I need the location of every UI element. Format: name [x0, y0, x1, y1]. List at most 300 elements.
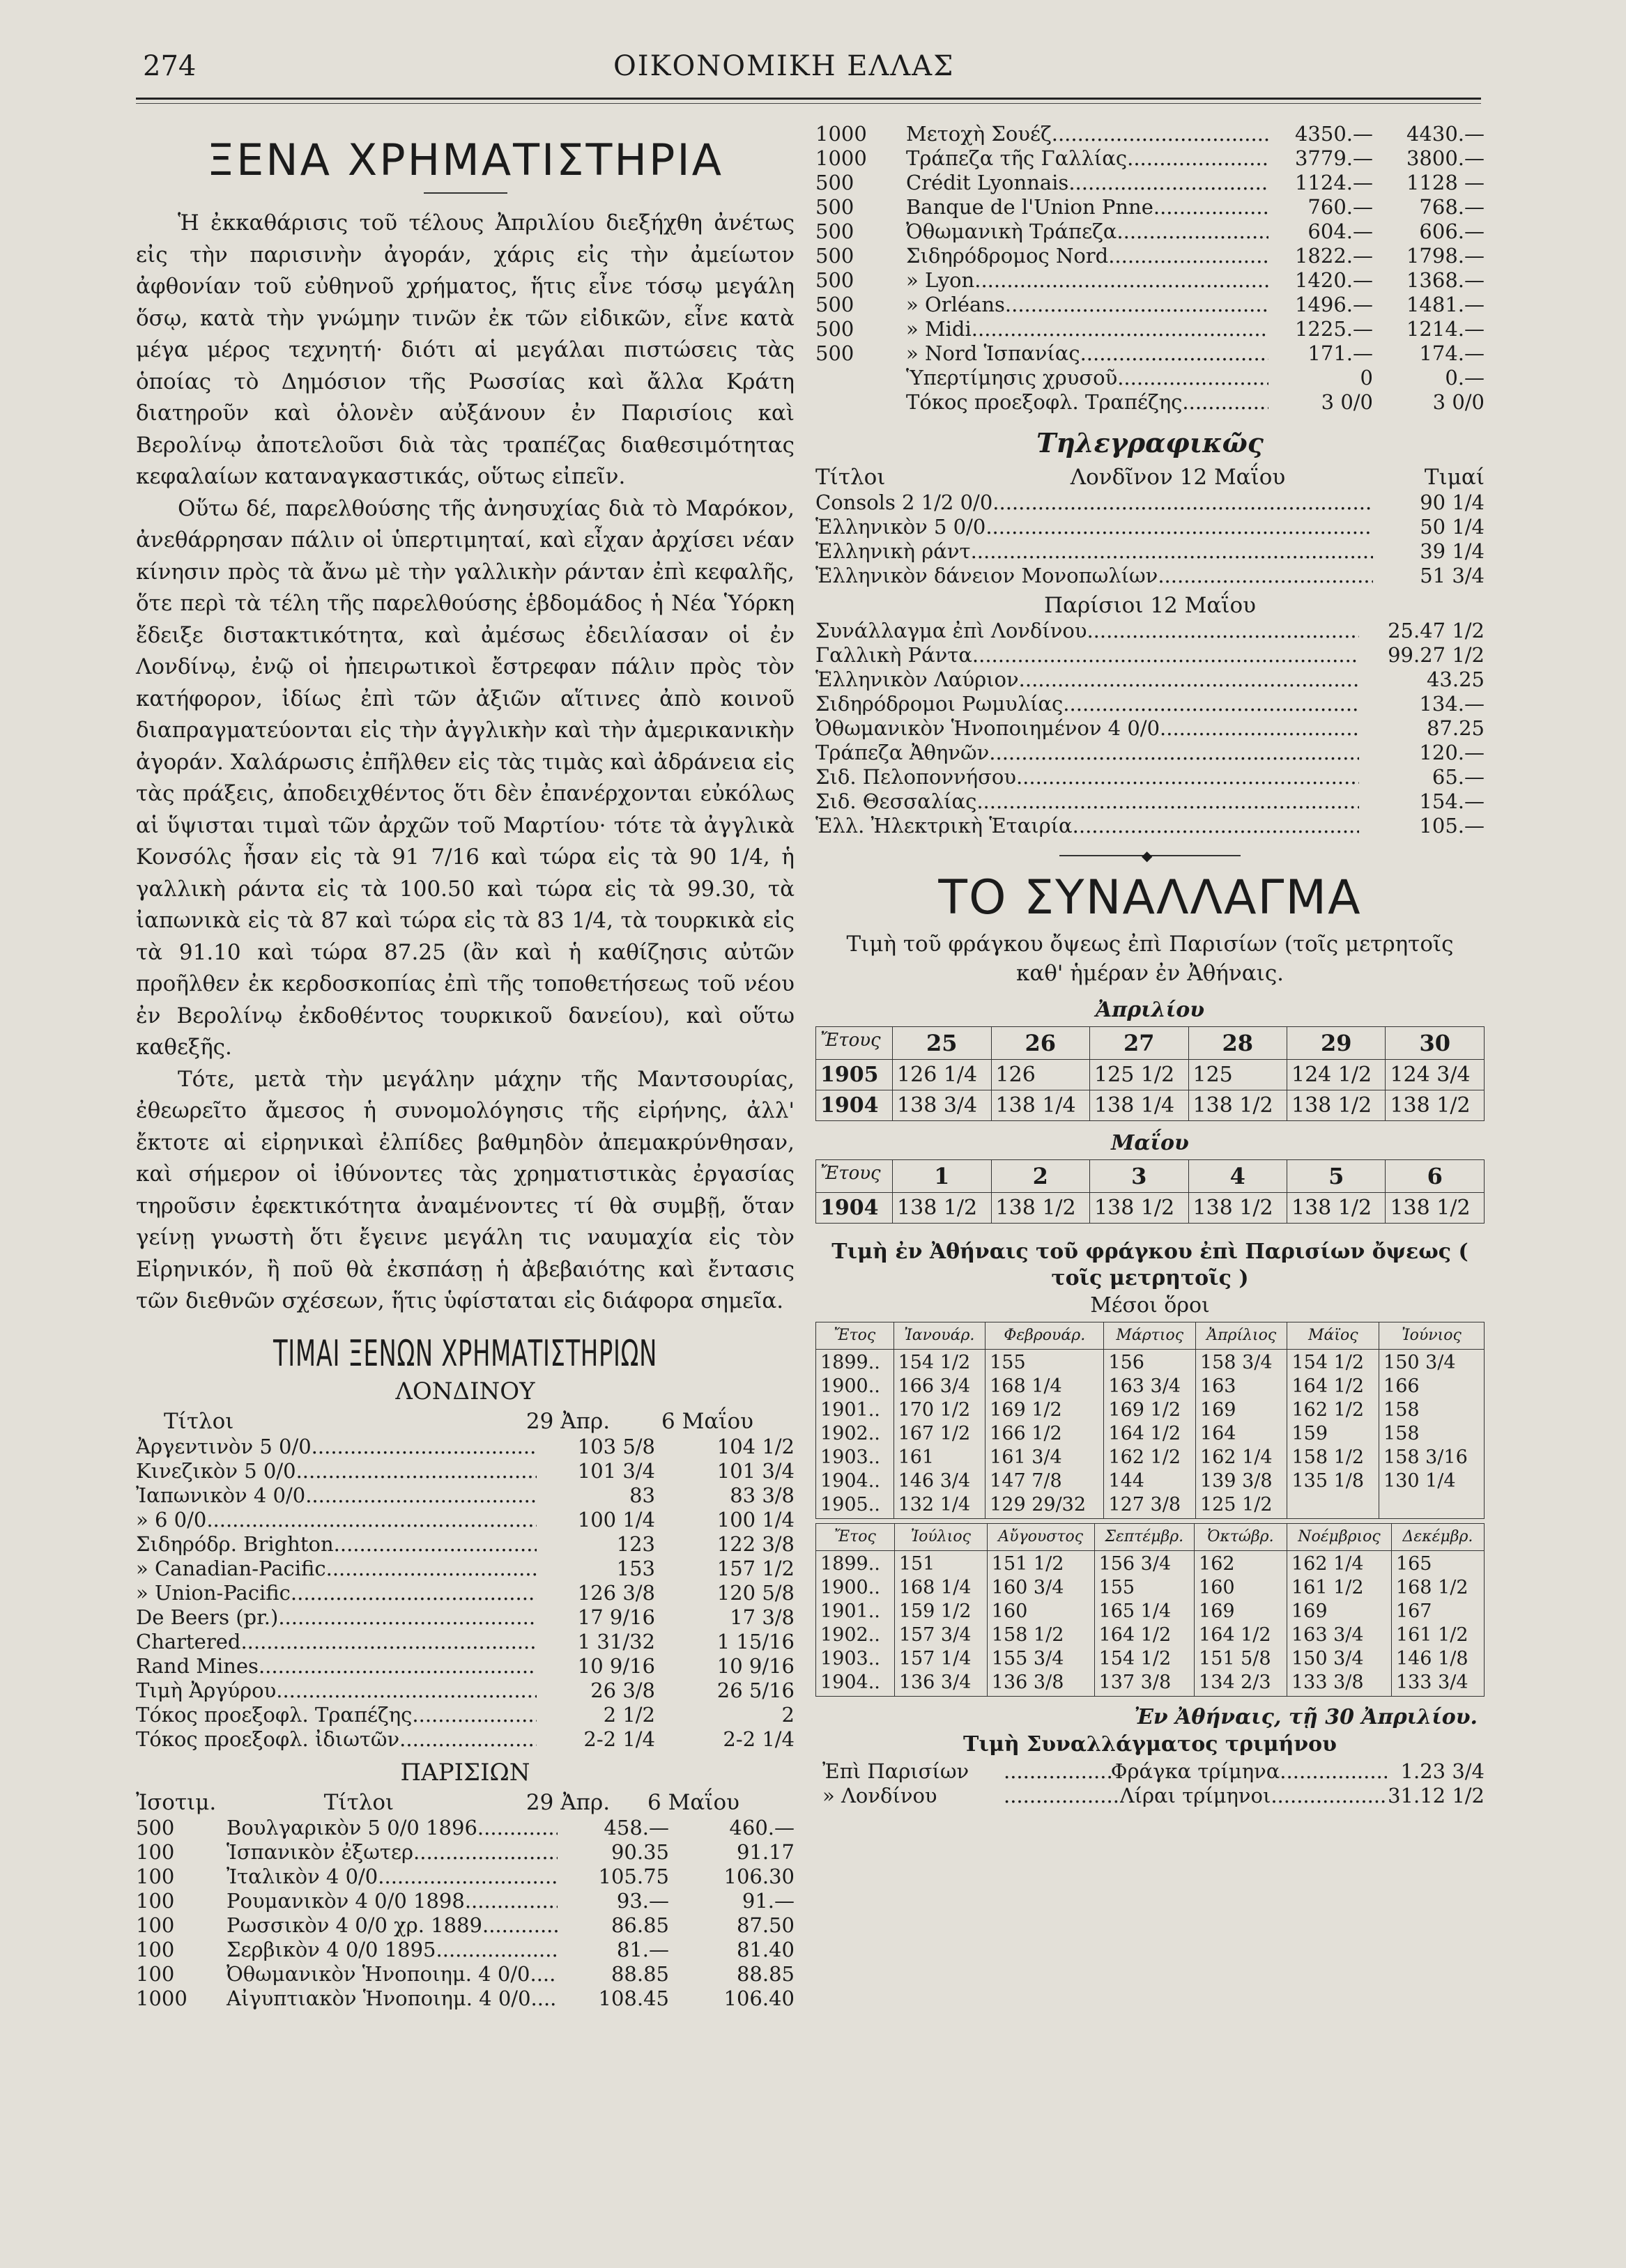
- value-cell: 166 3/4: [898, 1375, 971, 1397]
- value-cell: 161 1/2: [1395, 1624, 1468, 1646]
- leader-dots: [1117, 366, 1268, 390]
- cell-label: Μετοχὴ Σουέζ: [906, 122, 1052, 146]
- value-cell: 138 1/2: [991, 1193, 1089, 1224]
- month-header: Φεβρουάρ.: [985, 1322, 1104, 1350]
- col-prices: Τιμαί: [1424, 465, 1485, 490]
- value-cell: 163: [1199, 1375, 1236, 1397]
- value-cell: 158: [1383, 1423, 1420, 1444]
- month-column: [1195, 1350, 1287, 1519]
- telegraphic-paris-table: [815, 619, 1485, 838]
- value-cell: 169: [1199, 1399, 1236, 1421]
- leader-dots: [1127, 146, 1268, 171]
- paris-table: [136, 1816, 795, 2011]
- cell-value: 26 3/8: [590, 1678, 655, 1702]
- cell-label: Τιμὴ Ἀργύρου: [136, 1678, 277, 1702]
- cell-label: Σιδηρόδρομοι Ρωμυλίας: [815, 692, 1064, 716]
- cell-value: 17 3/8: [730, 1605, 795, 1629]
- value-cell: 167 1/2: [898, 1423, 971, 1444]
- value-cell: 169: [1291, 1600, 1328, 1622]
- value-cell: 129 29/32: [990, 1494, 1087, 1515]
- leader-dots: [976, 789, 1359, 814]
- year-cell: 1899..: [820, 1553, 880, 1575]
- month-header: Αὔγουστος: [987, 1524, 1094, 1551]
- cell-value: 91.—: [742, 1888, 795, 1913]
- paragraph: Ἡ ἐκκαθάρισις τοῦ τέλους Ἀπριλίου διεξήχθη ἀνέτως εἰς τὴν παρισινὴν ἀγοράν, χάρις εἰς τὴν ἀμείωτον ἀφθονίαν τοῦ εὐθηνοῦ χρήματος, ἥτις εἶνε τόσῳ μεγάλη ὅσῳ, κατὰ τὴν γνώμην τινῶν ἐκ τῶν εἰδικῶν, εἶνε κατὰ μέγα μέρος τεχνητή· διότι αἱ μεγάλαι πιστώσεις τὰς ὁποίας τὸ Δημόσιον τῆς Ρωσσίας καὶ ἄλλα Κράτη διατηροῦν καὶ ὁλονὲν αὐξάνουν ἐν Παρισίοις καὶ Βερολίνῳ ἀποτελοῦσι διὰ τὰς τραπέζας διαθεσιμότητας κεφαλαίων καταναγκαστικάς, οὕτως εἰπεῖν.: [136, 210, 795, 489]
- cell-nominal: 500: [815, 293, 854, 316]
- year-cell: 1902..: [820, 1423, 880, 1444]
- value-cell: 125 1/2: [1090, 1060, 1188, 1090]
- value-cell: 157 3/4: [898, 1624, 972, 1646]
- cell-value: 2: [781, 1702, 795, 1727]
- day-header: 4: [1188, 1160, 1287, 1193]
- year-cell: 1900..: [820, 1577, 880, 1598]
- value-cell: 144: [1108, 1470, 1144, 1492]
- cell-label: Ἱσπανικὸν ἐξωτερ.: [227, 1839, 420, 1864]
- day-header: 26: [991, 1027, 1089, 1060]
- cell-value: 3 0/0: [1321, 390, 1373, 414]
- value-cell: 138 1/4: [991, 1090, 1089, 1121]
- cell-value: 1798.—: [1406, 244, 1485, 268]
- cell-unit: Λίραι τρίμηνοι: [1119, 1784, 1271, 1807]
- cell-value: 458.—: [604, 1815, 669, 1839]
- col-date-a: 29 Ἀπρ.: [526, 1408, 611, 1434]
- day-header: 28: [1188, 1027, 1287, 1060]
- value-cell: 169 1/2: [1108, 1399, 1181, 1421]
- cell-nominal: 500: [136, 1815, 175, 1839]
- cell-label: » Nord Ἱσπανίας: [906, 341, 1080, 365]
- page-number: 274: [143, 50, 197, 82]
- cell-value: 1420.—: [1294, 268, 1373, 292]
- value-cell: 151: [898, 1553, 935, 1575]
- leader-dots: [1004, 1759, 1111, 1784]
- cell-label: Συνάλλαγμα ἐπὶ Λονδίνου: [815, 619, 1087, 642]
- day-header: 1: [893, 1160, 991, 1193]
- section-title-foreign-exchanges: ΞΕΝΑ ΧΡΗΜΑΤΙΣΤΗΡΙΑ: [206, 134, 724, 185]
- value-cell: 146 1/8: [1395, 1648, 1468, 1669]
- leader-dots: [1005, 293, 1268, 317]
- paris-subtitle: ΠΑΡΙΣΙΩΝ: [400, 1758, 530, 1787]
- cell-label: Chartered: [136, 1629, 241, 1653]
- month-column: [1094, 1551, 1194, 1697]
- value-cell: 160: [991, 1600, 1028, 1622]
- cell-value: 1214.—: [1406, 317, 1485, 341]
- cell-label: Ὑπερτίμησις χρυσοῦ: [906, 366, 1118, 389]
- value-cell: 162 1/4: [1291, 1553, 1364, 1575]
- leader-dots: [1063, 692, 1359, 716]
- cell-value: 157 1/2: [716, 1556, 795, 1580]
- cell-value: 4350.—: [1294, 122, 1373, 146]
- value-cell: 158 1/2: [1291, 1447, 1365, 1468]
- value-cell: 164 1/2: [1108, 1423, 1181, 1444]
- table-row: [136, 1913, 795, 1938]
- may-label: Μαΐου: [1111, 1131, 1189, 1155]
- day-header: 25: [893, 1027, 991, 1060]
- value-cell: 150 3/4: [1291, 1648, 1364, 1669]
- leader-dots: [989, 741, 1359, 765]
- value-cell: 158: [1383, 1399, 1420, 1421]
- cell-nominal: 100: [136, 1864, 175, 1888]
- month-column: [1391, 1551, 1484, 1697]
- cell-label: Τόκος προεξοφλ. Τραπέζης: [136, 1702, 413, 1727]
- value-cell: 155 3/4: [991, 1648, 1064, 1669]
- value-cell: 162 1/2: [1108, 1447, 1181, 1468]
- day-header: 2: [991, 1160, 1089, 1193]
- cell-value: 104 1/2: [716, 1434, 795, 1458]
- table-row: [815, 293, 1485, 317]
- month-column: [1287, 1551, 1392, 1697]
- value-cell: 139 3/8: [1199, 1470, 1273, 1492]
- table-row: [136, 1889, 795, 1913]
- table-row: [136, 1508, 795, 1532]
- cell-value: 91.17: [736, 1839, 795, 1864]
- cell-label: » Lyon: [906, 268, 975, 292]
- table-row: [815, 765, 1485, 789]
- leader-dots: [530, 1962, 558, 1987]
- table-row: [815, 814, 1485, 838]
- table-row: [815, 1759, 1485, 1784]
- year-column: [816, 1551, 895, 1697]
- table-row: [136, 1816, 795, 1840]
- table-row: [815, 692, 1485, 716]
- paris-heading: [815, 592, 1485, 619]
- leader-dots: [1182, 390, 1268, 415]
- leader-dots: [1052, 122, 1268, 146]
- cell-nominal: 100: [136, 1937, 175, 1961]
- value-cell: 126: [991, 1060, 1089, 1090]
- prices-title: ΤΙΜΑΙ ΞΕΝΩΝ ΧΡΗΜΑΤΙΣΤΗΡΙΩΝ: [273, 1332, 657, 1375]
- cell-value: 93.—: [616, 1888, 669, 1913]
- table-row: [815, 341, 1485, 366]
- cell-value: 25.47 1/2: [1388, 619, 1485, 642]
- table-row: [815, 789, 1485, 814]
- london-header: [136, 1408, 795, 1435]
- cell-nominal: 1000: [815, 146, 867, 170]
- cell-nominal: 100: [136, 1961, 175, 1986]
- header-row: [816, 1160, 1485, 1193]
- value-cell: 138 1/2: [1386, 1193, 1485, 1224]
- cell-value: 101 3/4: [716, 1458, 795, 1483]
- value-cell: 147 7/8: [990, 1470, 1062, 1492]
- cell-value: 4430.—: [1406, 122, 1485, 146]
- year-cell: 1901..: [820, 1399, 880, 1421]
- value-cell: [1383, 1493, 1480, 1517]
- cell-nominal: 500: [815, 268, 854, 292]
- year-cell: 1902..: [820, 1624, 880, 1646]
- day-header: 5: [1287, 1160, 1385, 1193]
- table-row: [136, 1703, 795, 1727]
- leader-dots: [972, 317, 1268, 341]
- value-cell: 158 3/16: [1383, 1447, 1468, 1468]
- cell-label: Crédit Lyonnais: [906, 171, 1069, 194]
- header-row: [816, 1524, 1485, 1551]
- cell-value: 0.—: [1445, 366, 1485, 389]
- leader-dots: [312, 1435, 537, 1459]
- table-row: [815, 491, 1485, 515]
- table-row: [136, 1630, 795, 1654]
- cell-value: 154.—: [1419, 789, 1485, 813]
- table-row: [136, 1483, 795, 1508]
- cell-label: Σιδ. Θεσσαλίας: [815, 789, 977, 813]
- cell-nominal: 500: [815, 219, 854, 243]
- value-cell: 138 1/4: [1090, 1090, 1188, 1121]
- table-row: [136, 1938, 795, 1962]
- cell-value: 2-2 1/4: [583, 1727, 655, 1751]
- table-row: [815, 515, 1485, 539]
- table-row: [815, 390, 1485, 415]
- cell-nominal: 100: [136, 1839, 175, 1864]
- leader-dots: [305, 1483, 537, 1508]
- average-table-first-half: [815, 1322, 1485, 1519]
- paragraph: Τότε, μετὰ τὴν μεγάλην μάχην τῆς Μαντσουρίας, ἐθεωρεῖτο ἄμεσος ἡ συνομολόγησις τῆς εἰρήνης, ἀλλ' ἔκτοτε αἱ εἰρηνικαὶ ἐλπίδες βαθμηδὸν ἀπεμακρύνθησαν, καὶ σήμερον οἱ ἰθύνοντες τὰς χρηματιστικὰς ἐργασίας τηροῦσιν ἐφεκτικότητα ἀναμένοντες τί θὰ συμβῇ, ὅταν γείνῃ γνωστὴ ὅτι ἔγεινε μεγάλη τις ναυμαχία εἰς τὸν Εἰρηνικόν, ἢ ποῦ θὰ ἐκσπάσῃ ἡ ἀβεβαιότης καὶ ἔντασις τῶν διεθνῶν σχέσεων, ἥτις ὑφίσταται εἰς διάφορα σημεῖα.: [136, 1066, 795, 1313]
- value-cell: 146 3/4: [898, 1470, 971, 1492]
- cell-value: 90 1/4: [1420, 491, 1485, 514]
- cell-label: » Orléans: [906, 293, 1005, 316]
- value-cell: 168 1/4: [990, 1375, 1062, 1397]
- cell-value: 88.85: [611, 1961, 669, 1986]
- cell-value: 134.—: [1419, 692, 1485, 716]
- cell-value: 153: [616, 1556, 655, 1580]
- cell-label: Ἑλλ. Ἠλεκτρικὴ Ἑταιρία: [815, 814, 1073, 838]
- three-month-table: [815, 1759, 1485, 1808]
- cell-value: 50 1/4: [1420, 515, 1485, 539]
- table-row: [136, 1557, 795, 1581]
- cell-value: 87.50: [736, 1913, 795, 1937]
- leader-dots: [436, 1938, 558, 1962]
- value-cell: 158 1/2: [991, 1624, 1064, 1646]
- cell-value: 105.75: [598, 1864, 669, 1888]
- cell-value: 31.12 1/2: [1388, 1784, 1485, 1807]
- cell-value: 17 9/16: [577, 1605, 655, 1629]
- year-cell: 1904..: [820, 1672, 880, 1693]
- table-row: [815, 146, 1485, 171]
- leader-dots: [531, 1987, 558, 2011]
- cell-label: Ἐπὶ Παρισίων: [822, 1759, 969, 1783]
- table-row: [815, 268, 1485, 293]
- cell-nominal: 1000: [815, 122, 867, 146]
- cell-label: Τόκος προεξοφλ. Τραπέζης: [906, 390, 1183, 414]
- cell-value: 39 1/4: [1420, 539, 1485, 563]
- table-row: [136, 1532, 795, 1557]
- value-cell: 162 1/4: [1199, 1447, 1273, 1468]
- year-column: [816, 1350, 894, 1519]
- leader-dots: [240, 1630, 537, 1654]
- cell-label: » Union-Pacific: [136, 1580, 291, 1605]
- value-cell: 124 3/4: [1386, 1060, 1485, 1090]
- cell-label: Σιδηρόδρ. Brighton: [136, 1532, 334, 1556]
- cell-nominal: 500: [815, 341, 854, 365]
- month-header: Ἰούλιος: [894, 1524, 987, 1551]
- leader-dots: [1087, 619, 1359, 643]
- table-row: [815, 643, 1485, 668]
- telegraphic-title: Τηλεγραφικῶς: [1036, 427, 1264, 458]
- cell-unit: Φράγκα τρίμηνα: [1110, 1759, 1280, 1783]
- cell-label: » Λονδίνου: [822, 1784, 937, 1807]
- table-row: [815, 716, 1485, 741]
- cell-value: 760.—: [1307, 195, 1373, 219]
- paris-heading-text: Παρίσιοι 12 Μαΐου: [1044, 593, 1256, 618]
- col-date-b: 6 Μαΐου: [647, 1789, 739, 1815]
- cell-value: 101 3/4: [577, 1458, 655, 1483]
- leader-dots: [1080, 341, 1268, 366]
- month-header: Δεκέμβρ.: [1391, 1524, 1484, 1551]
- day-header: 29: [1287, 1027, 1385, 1060]
- value-cell: 166 1/2: [990, 1423, 1062, 1444]
- table-row: [815, 317, 1485, 341]
- cell-label: Σιδ. Πελοποννήσου: [815, 765, 1016, 789]
- cell-value: 90.35: [611, 1839, 669, 1864]
- value-cell: 137 3/8: [1098, 1672, 1172, 1693]
- cell-value: 120.—: [1419, 741, 1485, 764]
- leader-dots: [971, 539, 1373, 564]
- leader-dots: [1108, 244, 1268, 268]
- table-row: [816, 1060, 1485, 1090]
- header-rule: [136, 98, 1481, 100]
- table-row: [815, 195, 1485, 219]
- leader-dots: [992, 491, 1373, 515]
- year-label: Ἔτους: [816, 1027, 893, 1060]
- cell-value: 1481.—: [1406, 293, 1485, 316]
- value-cell: 164: [1199, 1423, 1236, 1444]
- value-cell: 169: [1199, 1600, 1235, 1622]
- average-table-second-half: [815, 1523, 1485, 1697]
- cell-value: 1822.—: [1294, 244, 1373, 268]
- col-title: Τίτλοι: [164, 1408, 234, 1434]
- month-header: Ἰανουάρ.: [893, 1322, 985, 1350]
- cell-label: » 6 0/0: [136, 1507, 207, 1532]
- value-cell: 164 1/2: [1199, 1624, 1271, 1646]
- col-nominal: Ἰσοτιμ.: [136, 1789, 217, 1815]
- paris-shares-table: [815, 122, 1485, 415]
- value-cell: 165 1/4: [1098, 1600, 1172, 1622]
- cell-label: Ρουμανικὸν 4 0/0 1898: [227, 1888, 465, 1913]
- cell-label: Αἰγυπτιακὸν Ἡνοποιημ. 4 0/0: [227, 1986, 531, 2010]
- month-header: Ἀπρίλιος: [1195, 1322, 1287, 1350]
- value-cell: 160 3/4: [991, 1577, 1064, 1598]
- article-body: [136, 208, 795, 1318]
- table-row: [136, 1840, 795, 1865]
- leader-dots: [278, 1605, 537, 1630]
- cell-value: 81.40: [736, 1937, 795, 1961]
- value-cell: 151 1/2: [991, 1553, 1064, 1575]
- ornament-divider: ◆: [1059, 855, 1241, 856]
- value-cell: 133 3/4: [1395, 1672, 1468, 1693]
- cell-value: 105.—: [1419, 814, 1485, 838]
- table-row: [815, 171, 1485, 195]
- value-cell: 155: [990, 1352, 1026, 1373]
- exchange-title: ΤΟ ΣΥΝΑΛΛΑΓΜΑ: [938, 870, 1362, 925]
- value-cell: 160: [1199, 1577, 1235, 1598]
- leader-dots: [399, 1727, 537, 1752]
- cell-value: 108.45: [598, 1986, 669, 2010]
- cell-value: 1368.—: [1406, 268, 1485, 292]
- cell-nominal: 100: [136, 1888, 175, 1913]
- month-header: Ὀκτώβρ.: [1195, 1524, 1287, 1551]
- cell-label: Ἰταλικὸν 4 0/0: [227, 1864, 378, 1888]
- value-cell: 163 3/4: [1108, 1375, 1181, 1397]
- table-row: [815, 244, 1485, 268]
- month-column: [1104, 1350, 1196, 1519]
- value-cell: 170 1/2: [898, 1399, 971, 1421]
- cell-value: 1496.—: [1294, 293, 1373, 316]
- leader-dots: [378, 1865, 558, 1889]
- value-cell: 156 3/4: [1098, 1553, 1172, 1575]
- table-body-row: [816, 1350, 1485, 1519]
- value-cell: 138 1/2: [1287, 1193, 1385, 1224]
- cell-value: 81.—: [616, 1937, 669, 1961]
- cell-value: 83 3/8: [730, 1483, 795, 1507]
- value-cell: 156: [1108, 1352, 1144, 1373]
- three-month-title: Τιμὴ Συναλλάγματος τριμήνου: [963, 1732, 1337, 1757]
- cell-value: 120 5/8: [716, 1580, 795, 1605]
- leader-dots: [1271, 1784, 1387, 1808]
- cell-value: 1128 —: [1406, 171, 1485, 194]
- cell-value: 1124.—: [1294, 171, 1373, 194]
- table-row: [136, 1459, 795, 1483]
- cell-value: 123: [616, 1532, 655, 1556]
- year-label: Ἔτος: [816, 1524, 895, 1551]
- month-column: [893, 1350, 985, 1519]
- leader-dots: [291, 1581, 537, 1605]
- cell-nominal: [815, 390, 892, 415]
- cell-label: Ἑλληνικὸν 5 0/0: [815, 515, 986, 539]
- cell-nominal: 500: [815, 171, 854, 194]
- leader-dots: [276, 1679, 537, 1703]
- cell-label: Consols 2 1/2 0/0: [815, 491, 993, 514]
- left-column: [136, 122, 795, 2011]
- may-exchange-table: [815, 1159, 1485, 1224]
- cell-value: 1225.—: [1294, 317, 1373, 341]
- cell-value: 3800.—: [1406, 146, 1485, 170]
- month-header: Νοέμβριος: [1287, 1524, 1392, 1551]
- paragraph: Οὕτω δέ, παρελθούσης τῆς ἀνησυχίας διὰ τὸ Μαρόκον, ἀνεθάρρησαν πάλιν οἱ ὑπερτιμηταί, καὶ εἶχαν ἀρχίσει νέαν κίνησιν πρὸς τὰ ἄνω μὲ τὴν γαλλικὴν ράνταν ἐπὶ κεφαλῆς, ὅτε περὶ τὰ τέλη τῆς παρελθούσης ἑβδομάδος ἡ Νέα Ὑόρκη ἔδειξε διστακτικότητα, καὶ ἀμέσως ἐδειλίασαν οἱ ἐν Λονδίνῳ, ἐνῷ οἱ ἠπειρωτικοὶ ἔστρεφαν πάλιν πρὸς τὸν κατήφορον, ἰδίως ἐπὶ τῶν ἀξιῶν αἵτινες ἀπὸ κοινοῦ διαπραγματεύονται εἰς τὴν ἀγγλικὴν καὶ τὴν ἀμερικανικὴν ἀγοράν. Χαλάρωσις ἐπῆλθεν εἰς τὰς τιμὰς καὶ ἀδράνεια εἰς τὰς πράξεις, ἀποδειχθέντος ὅτι δὲν ἐπανέρχονται εὐκόλως αἱ ὕψισται τιμαὶ τῶν ἀρχῶν τοῦ Μαρτίου· τότε τὰ ἀγγλικὰ Κονσόλς ἦσαν εἰς τὰ 91 7/16 καὶ τώρα εἰς τὰ 90 1/4, ἡ γαλλικὴ ράντα εἰς τὰ 100.50 καὶ τώρα εἰς τὰ 99.30, τὰ ἰαπωνικὰ εἰς τὰ 87 καὶ τώρα εἰς τὰ 83 1/4, τὰ τουρκικὰ εἰς τὰ 91.10 καὶ τώρα 87.25 (ἂν καὶ ἡ καθίζησις αὐτῶν προῆλθεν ἐκ κερδοσκοπίας ἐπὶ τῆς τοποθετήσεως τοῦ νέου ἐν Βερολίνῳ ἐκδοθέντος τουρκικοῦ δανείου), καὶ οὕτω καθεξῆς.: [136, 495, 795, 1060]
- cell-value: 2-2 1/4: [723, 1727, 795, 1751]
- value-cell: 132 1/4: [898, 1494, 971, 1515]
- dateline: Ἐν Ἀθήναις, τῇ 30 Ἀπριλίου.: [1134, 1705, 1478, 1729]
- cell-label: Τράπεζα Ἀθηνῶν: [815, 741, 990, 764]
- year-cell: 1905..: [820, 1494, 880, 1515]
- value-cell: 133 3/8: [1291, 1672, 1364, 1693]
- paris-header: [136, 1789, 795, 1816]
- cell-value: 460.—: [729, 1815, 795, 1839]
- table-row: [815, 539, 1485, 564]
- cell-label: Ἑλληνικὸν δάνειον Μονοπωλίων: [815, 564, 1158, 587]
- day-header: 30: [1386, 1027, 1485, 1060]
- value-cell: 162 1/2: [1291, 1399, 1365, 1421]
- cell-value: 83: [629, 1483, 655, 1507]
- year-cell: 1903..: [820, 1648, 880, 1669]
- table-row: [136, 1987, 795, 2011]
- table-row: [815, 564, 1485, 588]
- table-row: [815, 1784, 1485, 1808]
- cell-value: 606.—: [1419, 219, 1485, 243]
- leader-dots: [1280, 1759, 1387, 1784]
- table-body-row: [816, 1551, 1485, 1697]
- year-cell: 1904: [816, 1090, 893, 1121]
- cell-value: 0: [1360, 366, 1373, 389]
- cell-label: Τράπεζα τῆς Γαλλίας: [906, 146, 1128, 170]
- value-cell: 138 1/2: [1386, 1090, 1485, 1121]
- leader-dots: [1068, 171, 1268, 195]
- cell-label: Ὀθωμανικὸν Ἡνοποιημ. 4 0/0: [227, 1961, 530, 1986]
- month-header: Σεπτέμβρ.: [1094, 1524, 1194, 1551]
- header-rule-thin: [136, 103, 1481, 104]
- year-cell: 1905: [816, 1060, 893, 1090]
- value-cell: 161 1/2: [1291, 1577, 1364, 1598]
- month-column: [987, 1551, 1094, 1697]
- leader-dots: [1073, 814, 1359, 838]
- london-table: [136, 1435, 795, 1752]
- telegraphic-london-table: [815, 491, 1485, 588]
